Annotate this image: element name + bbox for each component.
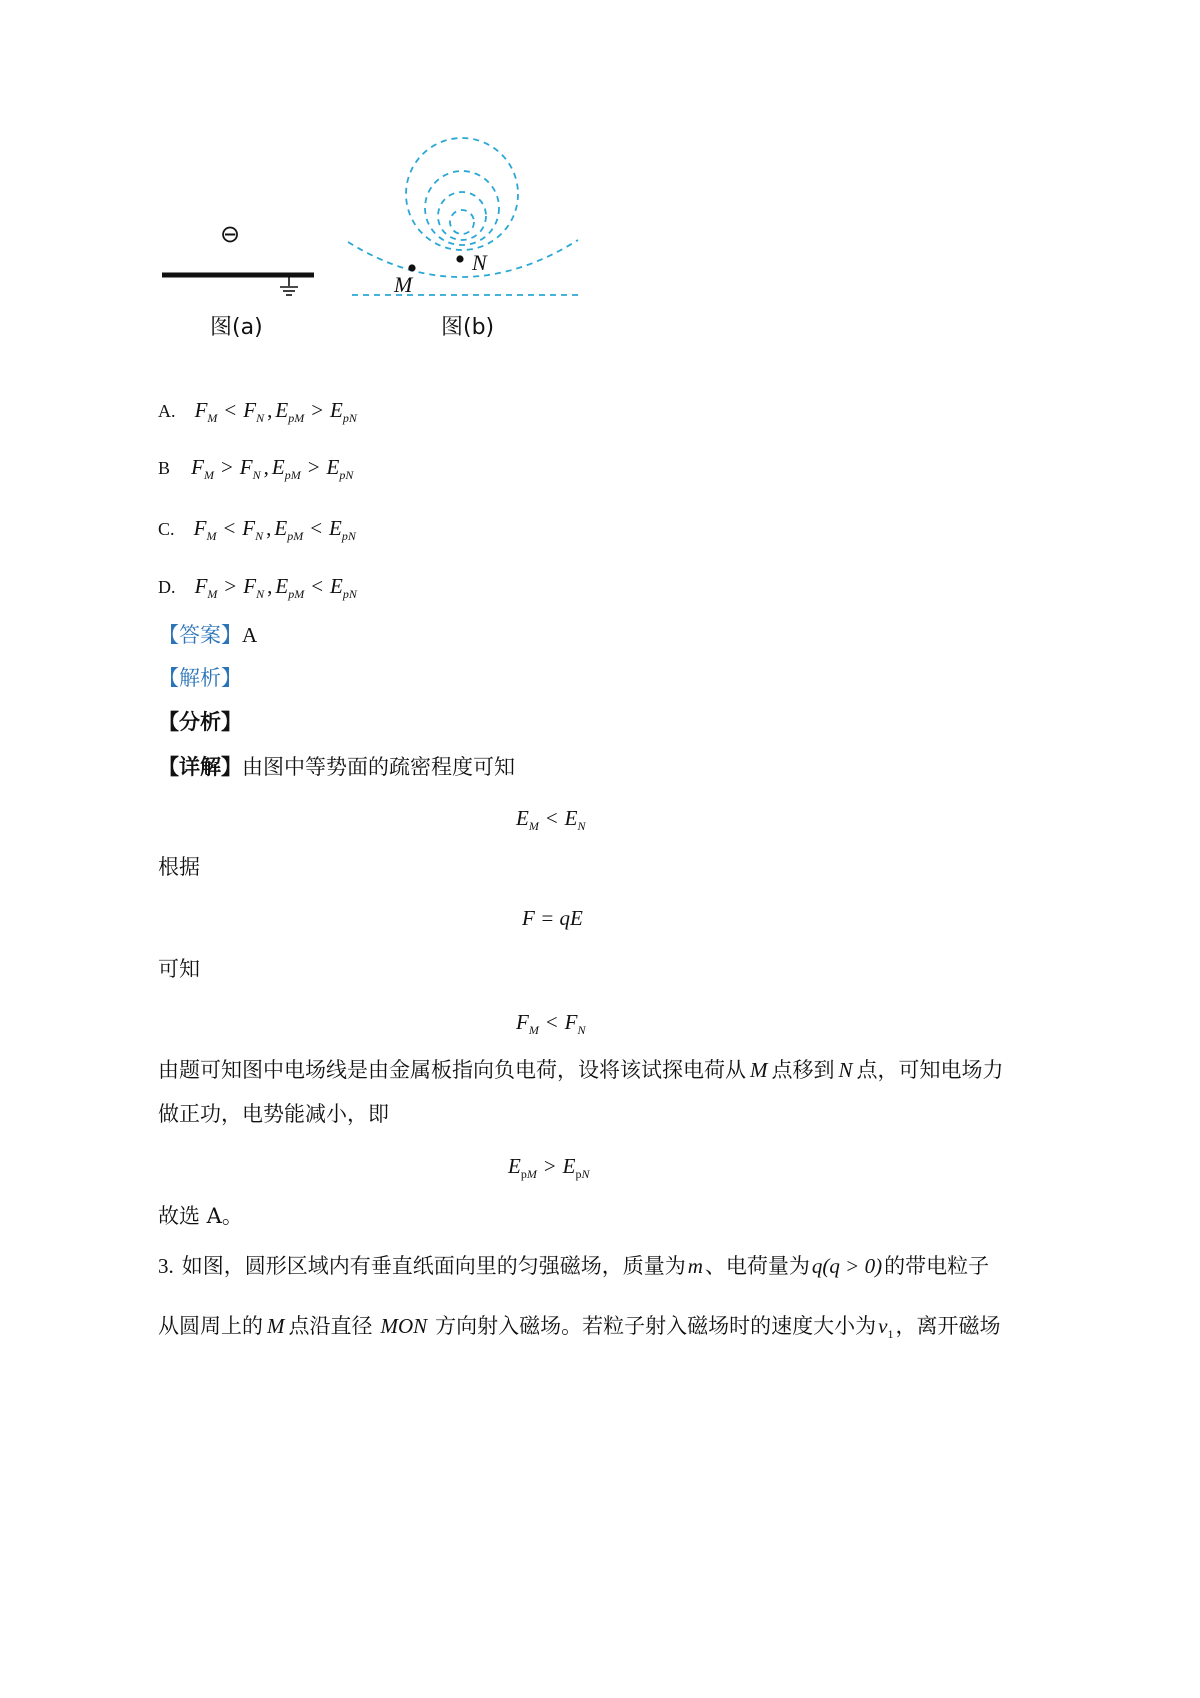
answer-value: A — [242, 623, 258, 647]
conclusion-text: 故选 A。 — [158, 1204, 243, 1228]
know-text: 可知 — [158, 957, 200, 981]
option-letter: A. — [158, 401, 176, 421]
equipotential-circle-3 — [438, 192, 486, 240]
equipotential-circle-4 — [450, 210, 474, 234]
equipotential-circle-2 — [425, 171, 499, 245]
option-c: C. $F_M < F_N$ , $E_{pM} < E_{pN}$ — [158, 516, 356, 543]
basis-text: 根据 — [158, 855, 200, 879]
figure-b-caption: 图(b) — [441, 315, 495, 340]
answer-label: 【答案】 — [158, 623, 242, 647]
equipotential-circle-1 — [406, 138, 518, 250]
detail-intro: 由图中等势面的疏密程度可知 — [242, 755, 515, 779]
explanation-line-2: 做正功，电势能减小，即 — [158, 1102, 389, 1126]
point-m-label: M — [394, 272, 413, 297]
option-letter: C. — [158, 519, 175, 539]
equation-force-compare: $F_M < F_N$ — [516, 1010, 586, 1037]
equation-field-compare: $E_M < E_N$ — [516, 806, 586, 833]
detail-label: 【详解】 — [158, 754, 242, 779]
answer-line — [158, 625, 257, 646]
figure-b-diagram — [340, 128, 590, 308]
option-b: B $F_M > F_N$ , $E_{pM} > E_{pN}$ — [158, 455, 354, 482]
point-n-dot — [456, 255, 463, 262]
question-number: 3. — [158, 1254, 174, 1278]
explanation-line-1: 由题可知图中电场线是由金属板指向负电荷，设将该试探电荷从 M 点移到 N 点，可知电场力 — [158, 1058, 1004, 1082]
fenxi-label: 【分析】 — [158, 709, 242, 734]
option-letter: D. — [158, 577, 176, 597]
option-d: D. $F_M > F_N$ , $E_{pM} < E_{pN}$ — [158, 574, 357, 601]
question-3-line-2: 从圆周上的 M 点沿直径 MON 方向射入磁场。若粒子射入磁场时的速度大小为$v_1$，离开磁场 — [158, 1314, 1001, 1341]
option-letter: B — [158, 458, 171, 478]
detail-line — [158, 756, 515, 778]
figure-a-caption: 图(a) — [210, 315, 263, 340]
question-3-line-1: 3. 如图，圆形区域内有垂直纸面向里的匀强磁场，质量为m、电荷量为q(q > 0)的带电粒子 — [158, 1254, 990, 1278]
point-n-label: N — [472, 250, 487, 275]
negative-charge-icon: ⊖ — [220, 220, 241, 248]
option-a: A. $F_M < F_N$ , $E_{pM} > E_{pN}$ — [158, 398, 357, 425]
analysis-label: 【解析】 — [158, 666, 242, 690]
point-m-dot — [408, 264, 415, 271]
equation-force: F = qE — [522, 906, 583, 930]
equation-energy-compare: $E_{pM} > E_{pN}$ — [508, 1154, 590, 1181]
